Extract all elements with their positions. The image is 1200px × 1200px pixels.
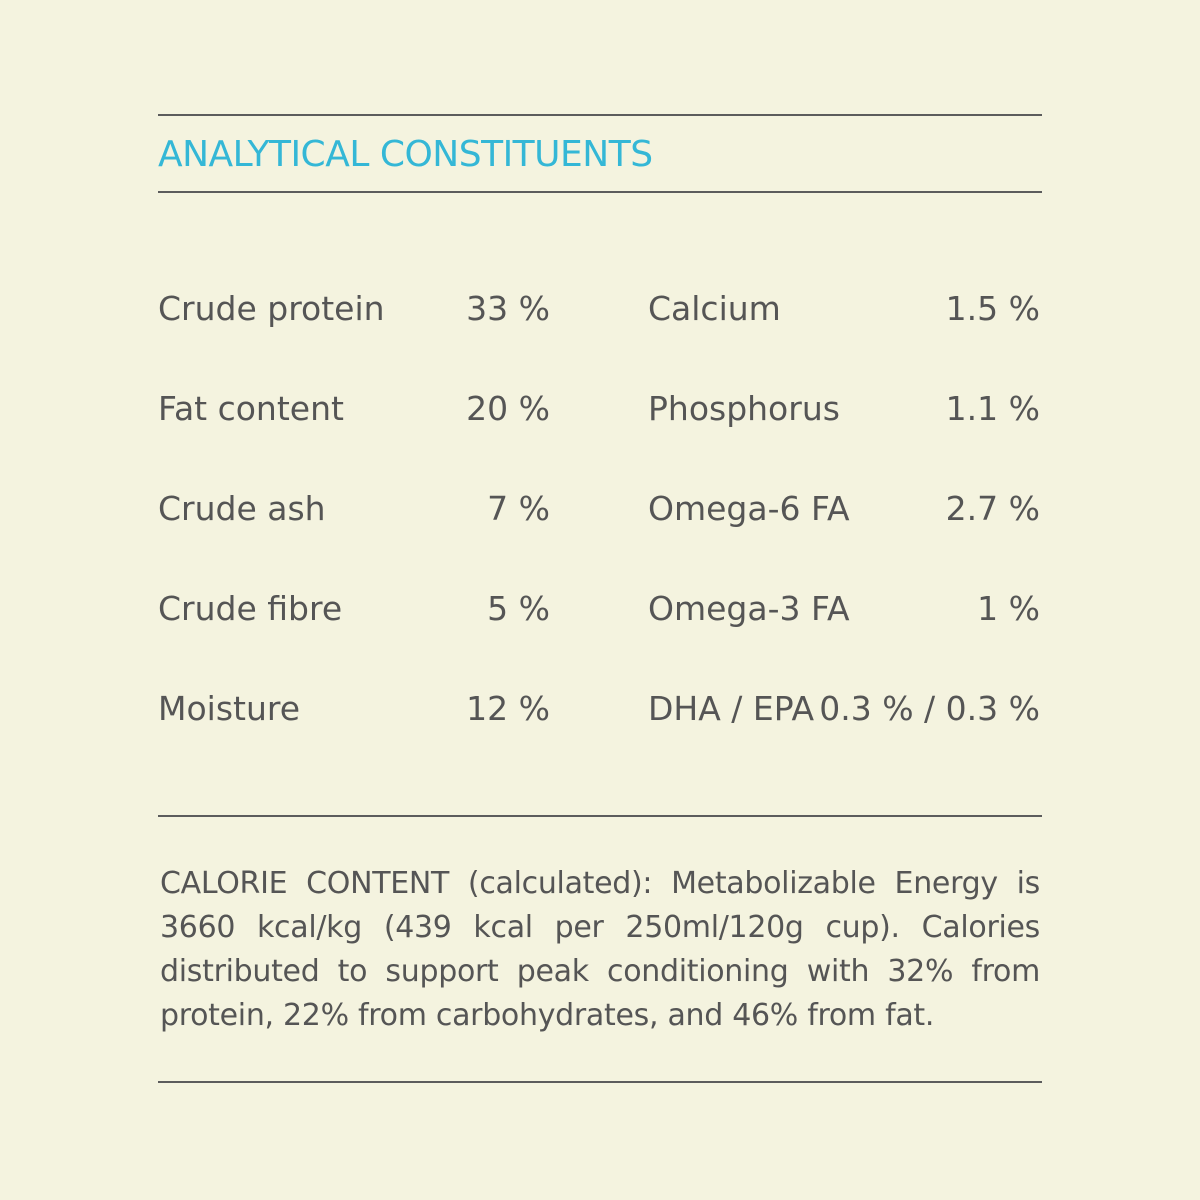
constituent-value: 0.3 % / 0.3 %: [819, 689, 1040, 728]
constituent-row: [648, 384, 1040, 484]
constituent-label: Crude protein: [158, 289, 385, 328]
constituent-value: 1 %: [977, 589, 1040, 628]
constituent-label: Fat content: [158, 389, 344, 428]
constituents-right-column: [648, 284, 1040, 784]
constituent-row: [158, 384, 550, 484]
constituent-label: Moisture: [158, 689, 301, 728]
constituent-label: Phosphorus: [648, 389, 840, 428]
constituent-label: DHA / EPA: [648, 689, 815, 728]
constituent-row: [158, 484, 550, 584]
constituent-row: [158, 584, 550, 684]
constituent-value: 12 %: [466, 689, 550, 728]
constituent-value: 1.5 %: [945, 289, 1040, 328]
constituent-value: 33 %: [466, 289, 550, 328]
constituent-value: 5 %: [487, 589, 550, 628]
constituent-value: 2.7 %: [945, 489, 1040, 528]
constituents-left-column: [158, 284, 550, 784]
constituent-row: [648, 684, 1040, 784]
constituent-row: [158, 284, 550, 384]
constituent-value: 7 %: [487, 489, 550, 528]
constituent-label: Omega-3 FA: [648, 589, 850, 628]
constituent-value: 20 %: [466, 389, 550, 428]
constituent-label: Crude fibre: [158, 589, 343, 628]
constituent-row: [648, 484, 1040, 584]
calorie-content-paragraph: CALORIE CONTENT (calculated): Metabolizable Energy is 3660 kcal/kg (439 kcal per 250ml/120g cup). Calories distributed to support peak conditioning with 32% from protein, 22% from carbohydrates, and 46% from fat.: [160, 866, 1040, 1033]
constituent-value: 1.1 %: [945, 389, 1040, 428]
constituent-row: [158, 684, 550, 784]
constituent-label: Calcium: [648, 289, 781, 328]
bottom-divider: [158, 1081, 1042, 1083]
constituent-row: [648, 284, 1040, 384]
constituent-label: Omega-6 FA: [648, 489, 850, 528]
constituent-label: Crude ash: [158, 489, 326, 528]
calorie-divider: [158, 815, 1042, 817]
title-divider: [158, 191, 1042, 193]
top-divider: [158, 114, 1042, 116]
section-title: ANALYTICAL CONSTITUENTS: [158, 134, 653, 175]
constituent-row: [648, 584, 1040, 684]
